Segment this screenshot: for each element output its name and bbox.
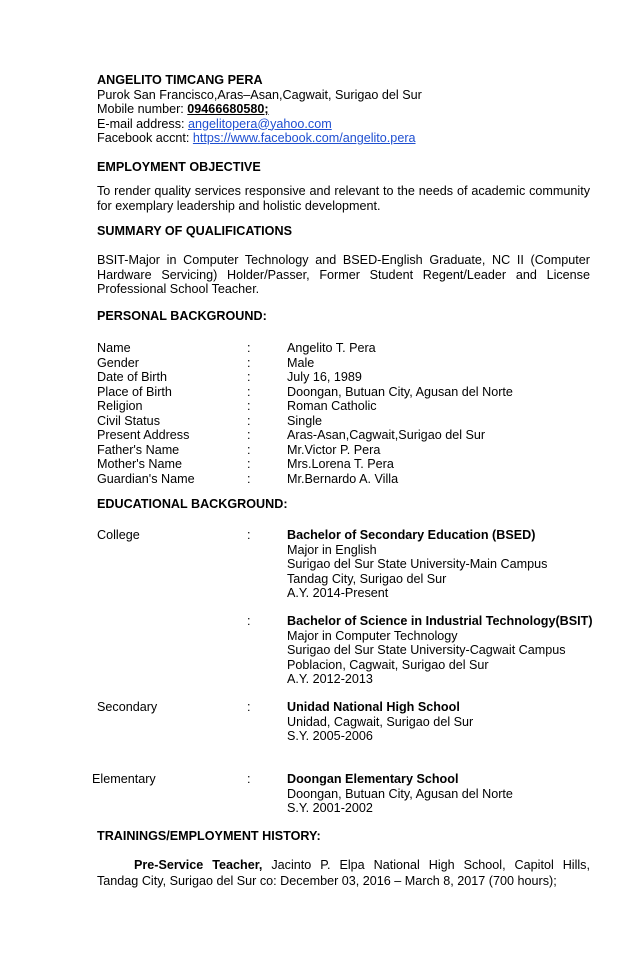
row-label: Gender <box>97 355 140 370</box>
row-colon: : <box>247 457 251 471</box>
objective-line: for exemplary leadership and holistic development. <box>97 198 381 213</box>
qualifications-line: BSIT-Major in Computer Technology and BSED-English Graduate, NC II (Computer <box>97 253 590 267</box>
row-colon: : <box>247 413 251 428</box>
facebook-link[interactable]: https://www.facebook.com/angelito.pera <box>192 131 416 145</box>
facebook-line <box>97 131 422 146</box>
mobile-number: 09466680580; <box>187 102 269 116</box>
personal-row <box>97 443 597 458</box>
row-colon: : <box>247 442 251 457</box>
personal-row <box>97 385 597 400</box>
qualifications-line: Professional School Teacher. <box>97 282 260 296</box>
academic-year: A.Y. 2012-2013 <box>287 672 373 686</box>
qualifications-line: Hardware Servicing) Holder/Passer, Former Student Regent/Leader and License <box>97 267 590 282</box>
row-value: Angelito T. Pera <box>287 341 376 355</box>
personal-row <box>97 414 597 429</box>
secondary-label: Secondary <box>97 700 158 714</box>
row-label: Present Address <box>97 428 190 442</box>
personal-row <box>97 399 597 414</box>
row-colon: : <box>247 341 251 355</box>
row-colon: : <box>247 471 251 486</box>
row-value: July 16, 1989 <box>287 370 362 384</box>
objective-heading: EMPLOYMENT OBJECTIVE <box>97 160 261 174</box>
row-value: Doongan, Butuan City, Agusan del Norte <box>287 384 513 399</box>
address: Purok San Francisco,Aras–Asan,Cagwait, Surigao del Sur <box>97 87 422 102</box>
row-value: Mr.Bernardo A. Villa <box>287 471 399 486</box>
objective-line: To render quality services responsive and relevant to the needs of academic community <box>97 184 590 198</box>
row-colon: : <box>247 700 251 714</box>
row-label: Mother's Name <box>97 457 182 471</box>
school-year: S.Y. 2005-2006 <box>287 729 373 743</box>
row-label: Date of Birth <box>97 370 167 384</box>
school-location: Doongan, Butuan City, Agusan del Norte <box>287 786 513 801</box>
training-school: Jacinto P. Elpa National High School, Capitol Hills, <box>262 858 590 872</box>
school-name: Surigao del Sur State University-Main Campus <box>287 557 548 571</box>
trainings-heading: TRAININGS/EMPLOYMENT HISTORY: <box>97 829 321 843</box>
education-heading: EDUCATIONAL BACKGROUND: <box>97 497 288 511</box>
training-line <box>97 858 590 874</box>
college-label: College <box>97 528 140 542</box>
personal-row <box>97 472 597 487</box>
row-value: Male <box>287 355 315 370</box>
training-title: Pre-Service Teacher, <box>134 858 263 872</box>
training-details: Tandag City, Surigao del Sur co: December 03, 2016 – March 8, 2017 (700 hours); <box>97 873 557 888</box>
row-value: Roman Catholic <box>287 399 377 413</box>
row-colon: : <box>247 428 251 442</box>
personal-row <box>97 370 597 385</box>
personal-row <box>97 341 597 356</box>
row-colon: : <box>247 370 251 384</box>
school-location: Unidad, Cagwait, Surigao del Sur <box>287 714 474 729</box>
facebook-label: Facebook accnt: <box>97 131 193 145</box>
row-value: Single <box>287 413 323 428</box>
email-link[interactable]: angelitopera@yahoo.com <box>188 116 332 131</box>
academic-year: A.Y. 2014-Present <box>287 586 389 600</box>
degree-title: Bachelor of Science in Industrial Technology(BSIT) <box>287 614 593 628</box>
row-label: Guardian's Name <box>97 471 195 486</box>
row-label: Religion <box>97 399 143 413</box>
degree-major: Major in English <box>287 542 377 557</box>
row-colon: : <box>247 528 251 542</box>
training-entry <box>97 858 590 888</box>
row-colon: : <box>247 384 251 399</box>
email-label: E-mail address: <box>97 116 188 131</box>
school-name: Unidad National High School <box>287 700 460 714</box>
degree-major: Major in Computer Technology <box>287 628 458 643</box>
row-colon: : <box>247 399 251 413</box>
row-label: Place of Birth <box>97 384 172 399</box>
row-colon: : <box>247 614 251 628</box>
email-line <box>97 117 422 132</box>
personal-row <box>97 457 597 472</box>
mobile-line <box>97 102 422 117</box>
row-colon: : <box>247 772 251 786</box>
applicant-name: ANGELITO TIMCANG PERA <box>97 73 263 87</box>
row-value: Aras-Asan,Cagwait,Surigao del Sur <box>287 428 486 442</box>
personal-row <box>97 356 597 371</box>
row-value: Mrs.Lorena T. Pera <box>287 457 394 471</box>
school-location: Tandag City, Surigao del Sur <box>287 571 447 586</box>
mobile-label: Mobile number: <box>97 102 188 116</box>
row-value: Mr.Victor P. Pera <box>287 442 381 457</box>
row-label: Father's Name <box>97 442 180 457</box>
row-colon: : <box>247 355 251 370</box>
personal-row <box>97 428 597 443</box>
row-label: Civil Status <box>97 413 160 428</box>
qualifications-heading: SUMMARY OF QUALIFICATIONS <box>97 224 292 238</box>
personal-heading: PERSONAL BACKGROUND: <box>97 309 267 323</box>
school-name: Surigao del Sur State University-Cagwait Campus <box>287 643 566 657</box>
school-name: Doongan Elementary School <box>287 772 459 786</box>
degree-title: Bachelor of Secondary Education (BSED) <box>287 528 536 542</box>
qualifications-text <box>97 253 590 297</box>
row-label: Name <box>97 341 131 355</box>
school-year: S.Y. 2001-2002 <box>287 801 373 815</box>
contact-block <box>97 73 422 146</box>
school-location: Poblacion, Cagwait, Surigao del Sur <box>287 657 489 672</box>
objective-text <box>97 184 590 213</box>
elementary-label: Elementary <box>92 772 156 786</box>
